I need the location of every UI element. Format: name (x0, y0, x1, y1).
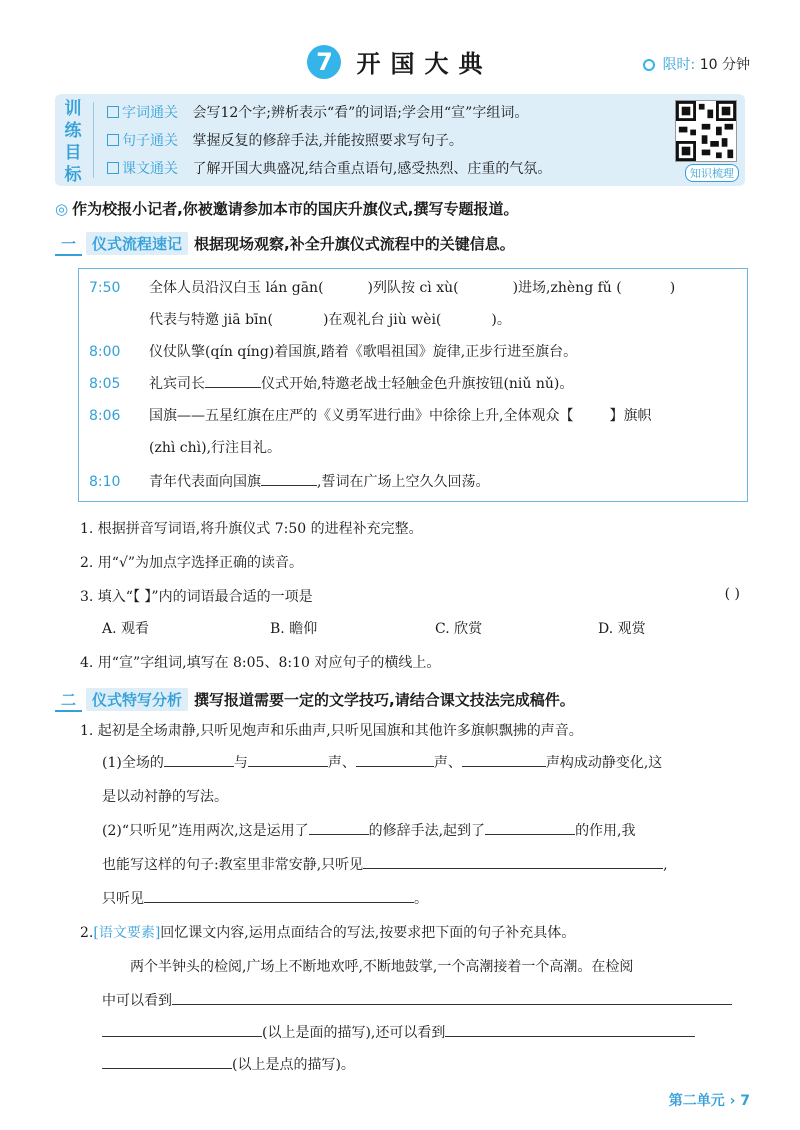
timeline-row (89, 309, 511, 329)
goal-name: 字词通关 (107, 105, 178, 121)
section1-tag: 仪式流程速记 (86, 232, 188, 255)
s2-q1-2 (102, 820, 636, 840)
q-text: 的作用,我 (575, 823, 636, 839)
option-c[interactable]: C. 欣赏 (435, 621, 483, 637)
lesson-number-badge: 7 (307, 45, 341, 79)
goal-row (107, 130, 463, 150)
time-limit-label: 限时: (662, 57, 696, 73)
answer-blank[interactable] (102, 1036, 262, 1037)
q-text: (2)“只听见”连用两次,这是运用了 (102, 823, 309, 839)
q-text: 的修辞手法,起到了 (368, 823, 486, 839)
goals-divider (93, 102, 94, 178)
q-text: 回忆课文内容,运用点面结合的写法,按要求把下面的句子补充具体。 (160, 925, 576, 941)
option-b[interactable]: B. 瞻仰 (270, 621, 318, 637)
answer-blank[interactable] (363, 868, 663, 869)
section1-number: 一 (55, 233, 82, 256)
timeline-text: 礼宾司长 (149, 376, 205, 392)
timeline-text: 国旗——五星红旗在庄严的《义勇军进行曲》中徐徐上升,全体观众【 (149, 408, 574, 424)
q-text: , (663, 857, 668, 873)
s2-question-1: 1. 起初是全场肃静,只听见炮声和乐曲声,只听见国旗和其他许多旗帜飘拂的声音。 (80, 723, 583, 739)
answer-blank[interactable] (309, 834, 369, 835)
page-footer: 第二单元 › 7 (668, 1093, 750, 1109)
q-text: 声构成动静变化,这 (545, 755, 663, 771)
bullet-icon: ◎ (55, 200, 69, 218)
timeline-row (89, 471, 489, 491)
option-d[interactable]: D. 观赏 (598, 621, 646, 637)
timeline-row (89, 373, 573, 393)
q-text: (以上是面的描写),还可以看到 (262, 1025, 446, 1041)
s2-q1-2-line3 (102, 888, 428, 908)
answer-blank[interactable] (261, 485, 317, 486)
goal-text: 了解开国大典盛况,结合重点语句,感受热烈、庄重的气氛。 (192, 161, 552, 177)
q-text: 与 (233, 755, 248, 771)
q-text: (1)全场的 (102, 755, 164, 771)
timeline-text: 仪式开始,特邀老战士轻触金色升旗按钮(niǔ nǔ)。 (261, 376, 574, 392)
q-text: 只听见 (102, 891, 144, 907)
option-a[interactable]: A. 观看 (102, 621, 150, 637)
q-text: 2. (80, 925, 94, 941)
intro-text: 作为校报小记者,你被邀请参加本市的国庆升旗仪式,撰写专题报道。 (72, 200, 519, 218)
s2-q2-para2 (102, 990, 732, 1010)
section1-header (55, 232, 515, 256)
question-2: 2. 用“√”为加点字选择正确的读音。 (80, 555, 304, 571)
time-limit-value: 10 分钟 (699, 57, 750, 73)
timeline-row (89, 437, 281, 457)
q-text: 声、 (327, 755, 356, 771)
answer-blank[interactable] (462, 766, 546, 767)
q-text: 声、 (433, 755, 462, 771)
timeline-text: )在观礼台 jiù wèi( (322, 312, 442, 328)
answer-blank[interactable] (144, 902, 414, 903)
goal-text: 掌握反复的修辞手法,并能按照要求写句子。 (192, 133, 463, 149)
q-text: 。 (414, 891, 428, 907)
timeline-text: (zhì chì),行注目礼。 (149, 440, 282, 456)
timeline-time: 8:06 (89, 408, 121, 424)
section2-tag: 仪式特写分析 (86, 688, 188, 711)
answer-blank[interactable] (445, 1036, 695, 1037)
answer-blank[interactable] (205, 387, 261, 388)
question-1: 1. 根据拼音写词语,将升旗仪式 7:50 的进程补充完整。 (80, 521, 423, 537)
s2-q1-1-tail: 是以动衬静的写法。 (102, 789, 228, 805)
timeline-text: )进场,zhèng fǔ ( (512, 280, 622, 296)
q-text: 也能写这样的句子:教室里非常安静,只听见 (102, 857, 364, 873)
qr-code-icon[interactable] (675, 100, 737, 162)
timeline-row (89, 277, 675, 297)
answer-blank[interactable] (356, 766, 434, 767)
section2-title: 撰写报道需要一定的文学技巧,请结合课文技法完成稿件。 (194, 691, 575, 709)
section2-number: 二 (55, 689, 82, 712)
section1-title: 根据现场观察,补全升旗仪式流程中的关键信息。 (194, 235, 515, 253)
timeline-text: ) (669, 280, 676, 296)
goal-row (107, 102, 528, 122)
s2-q1-2-line2 (102, 854, 668, 874)
s2-q1-1 (102, 752, 662, 772)
s2-q2-para3 (102, 1022, 695, 1042)
timeline-time: 8:05 (89, 376, 121, 392)
timeline-text: )。 (491, 312, 511, 328)
ceremony-timeline-box (78, 268, 748, 502)
goals-side-label: 训练目标 (64, 99, 82, 185)
answer-blank[interactable] (172, 1004, 732, 1005)
timeline-text: 全体人员沿汉白玉 lán gān( (149, 280, 324, 296)
clock-icon (643, 59, 655, 71)
answer-blank[interactable] (164, 766, 234, 767)
question-4: 4. 用“宣”字组词,填写在 8:05、8:10 对应句子的横线上。 (80, 655, 441, 671)
timeline-text: 】旗帜 (609, 408, 652, 424)
q2-tag: [语文要素] (93, 925, 161, 941)
goal-name: 句子通关 (107, 133, 178, 149)
s2-question-2 (80, 922, 575, 942)
timeline-text: 仪仗队擎(qín qíng)着国旗,踏着《歌唱祖国》旋律,正步行进至旗台。 (149, 344, 578, 360)
time-limit (643, 54, 750, 74)
q-text: (以上是点的描写)。 (232, 1057, 355, 1073)
s2-q2-para1: 两个半钟头的检阅,广场上不断地欢呼,不断地鼓掌,一个高潮接着一个高潮。在检阅 (130, 959, 634, 975)
answer-blank[interactable] (248, 766, 328, 767)
timeline-row (89, 405, 651, 425)
answer-blank[interactable] (102, 1068, 232, 1069)
timeline-time: 8:10 (89, 474, 121, 490)
answer-blank[interactable] (485, 834, 575, 835)
timeline-text: ,誓词在广场上空久久回荡。 (317, 474, 490, 490)
goal-text: 会写12个字;辨析表示“看”的词语;学会用“宣”字组词。 (192, 105, 529, 121)
question-3: 3. 填入“【 】”内的词语最合适的一项是 (80, 589, 313, 605)
timeline-row (89, 341, 577, 361)
lesson-title: 开国大典 (356, 50, 493, 78)
timeline-time: 8:00 (89, 344, 121, 360)
timeline-text: )列队按 cì xù( (367, 280, 459, 296)
timeline-text: 代表与特邀 jiā bīn( (149, 312, 273, 328)
timeline-time: 7:50 (89, 280, 121, 296)
q-text: 中可以看到 (102, 993, 172, 1009)
intro-instruction (55, 198, 519, 219)
training-goals-box (55, 94, 745, 186)
goal-row (107, 158, 551, 178)
timeline-text: 青年代表面向国旗 (149, 474, 261, 490)
goal-name: 课文通关 (107, 161, 178, 177)
s2-q2-para4 (102, 1054, 355, 1074)
answer-paren[interactable]: ( ) (724, 586, 740, 602)
section2-header (55, 688, 575, 712)
qr-label: 知识梳理 (685, 164, 739, 182)
